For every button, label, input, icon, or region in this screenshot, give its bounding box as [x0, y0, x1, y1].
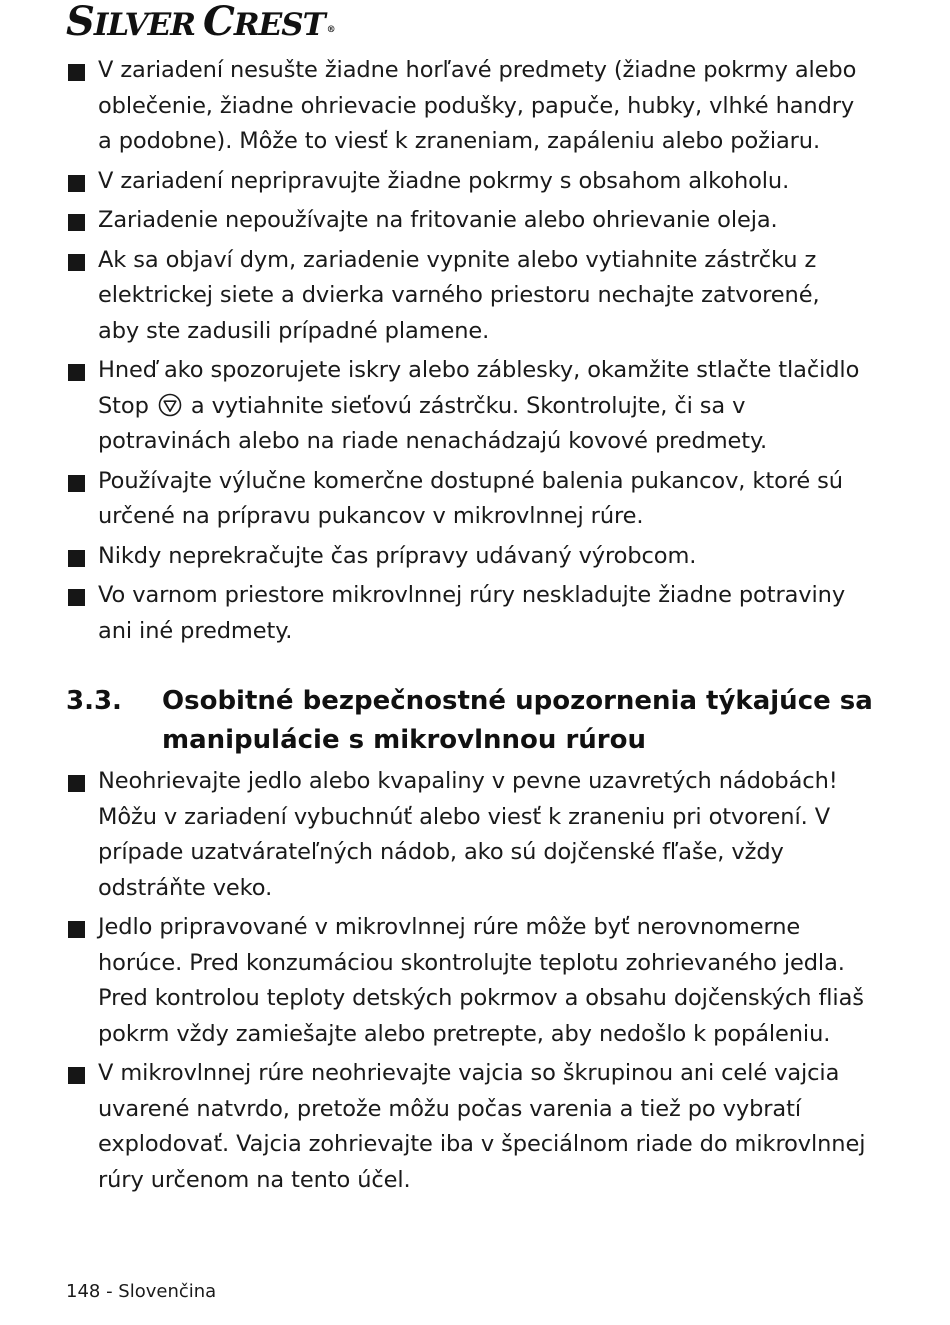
list-item-text-part: a vytiahnite sieťovú zástrčku. Skontrolujte, či sa v potravinách alebo na riade nenachádzajú kovové predmety. [98, 392, 768, 454]
safety-list-general [66, 53, 866, 653]
bullet-square-icon [68, 175, 85, 192]
list-item [66, 53, 866, 160]
list-item-text: Ak sa objaví dym, zariadenie vypnite alebo vytiahnite zástrčku z elektrickej siete a dvierka varného priestoru nechajte zatvorené, aby ste zadusili prípadné plamene. [98, 246, 820, 344]
list-item-text: Jedlo pripravované v mikrovlnnej rúre môže byť nerovnomerne horúce. Pred konzumáciou skontrolujte teplotu zohrievaného jedla. Pred kontrolou teploty detských pokrmov a obsahu dojčenských fliaš pokrm vždy zamiešajte alebo pretrepte, aby nedošlo k popáleniu. [98, 914, 864, 1047]
list-item-text: Neohrievajte jedlo alebo kvapaliny v pevne uzavretých nádobách! Môžu v zariadení vybuchnúť alebo viesť k zraneniu pri otvorení. V prípade uzatvárateľných nádob, ako sú dojčenské fľaše, vždy odstráňte veko. [98, 768, 838, 901]
bullet-square-icon [68, 475, 85, 492]
list-item [66, 353, 866, 460]
stop-icon [158, 393, 182, 417]
list-item [66, 764, 866, 906]
registered-mark: ® [326, 25, 335, 35]
list-item [66, 464, 866, 535]
bullet-square-icon [68, 775, 85, 792]
list-item [66, 203, 866, 239]
bullet-square-icon [68, 64, 85, 81]
list-item [66, 164, 866, 200]
list-item [66, 910, 866, 1052]
brand-logo [66, 0, 333, 52]
list-item [66, 578, 866, 649]
list-item [66, 243, 866, 350]
safety-list-microwave [66, 764, 866, 1202]
bullet-square-icon [68, 589, 85, 606]
bullet-square-icon [68, 921, 85, 938]
bullet-square-icon [68, 214, 85, 231]
logo-letter: C [202, 0, 234, 45]
list-item-text: V zariadení nepripravujte žiadne pokrmy s obsahom alkoholu. [98, 167, 790, 194]
page-footer: 148 - Slovenčina [66, 1281, 217, 1302]
bullet-square-icon [68, 1067, 85, 1084]
bullet-square-icon [68, 254, 85, 271]
list-item-text-part: Hneď ako spozorujete iskry alebo záblesky, okamžite stlačte tlačidlo Stop [98, 357, 860, 419]
list-item-text: Zariadenie nepoužívajte na fritovanie alebo ohrievanie oleja. [98, 207, 778, 233]
bullet-square-icon [68, 364, 85, 381]
logo-letter: S [66, 0, 94, 45]
section-title: Osobitné bezpečnostné upozornenia týkajúce sa manipulácie s mikrovlnnou rúrou [162, 686, 873, 755]
list-item [66, 1056, 866, 1198]
list-item-text: V zariadení nesušte žiadne horľavé predmety (žiadne pokrmy alebo oblečenie, žiadne ohrievacie podušky, papuče, hubky, vlhké handry a podobne). Môže to viesť k zraneniam, zapáleniu alebo požiaru. [98, 57, 857, 154]
list-item-text: Nikdy neprekračujte čas prípravy udávaný výrobcom. [98, 542, 697, 569]
section-number: 3.3. [66, 686, 122, 716]
section-heading [66, 682, 896, 760]
list-item [66, 539, 866, 575]
bullet-square-icon [68, 550, 85, 567]
list-item-text [98, 357, 859, 454]
list-item-text: Vo varnom priestore mikrovlnnej rúry neskladujte žiadne potraviny ani iné predmety. [98, 582, 846, 644]
logo-letters: REST [233, 7, 325, 43]
list-item-text: V mikrovlnnej rúre neohrievajte vajcia so škrupinou ani celé vajcia uvarené natvrdo, pretože môžu počas varenia a tiež po vybratí explodovať. Vajcia zohrievajte iba v špeciálnom riade do mikrovlnnej rúry určenom na tento účel. [98, 1060, 866, 1193]
list-item-text: Používajte výlučne komerčne dostupné balenia pukancov, ktoré sú určené na prípravu pukancov v mikrovlnnej rúre. [98, 467, 843, 529]
logo-letters: ILVER [93, 7, 195, 43]
